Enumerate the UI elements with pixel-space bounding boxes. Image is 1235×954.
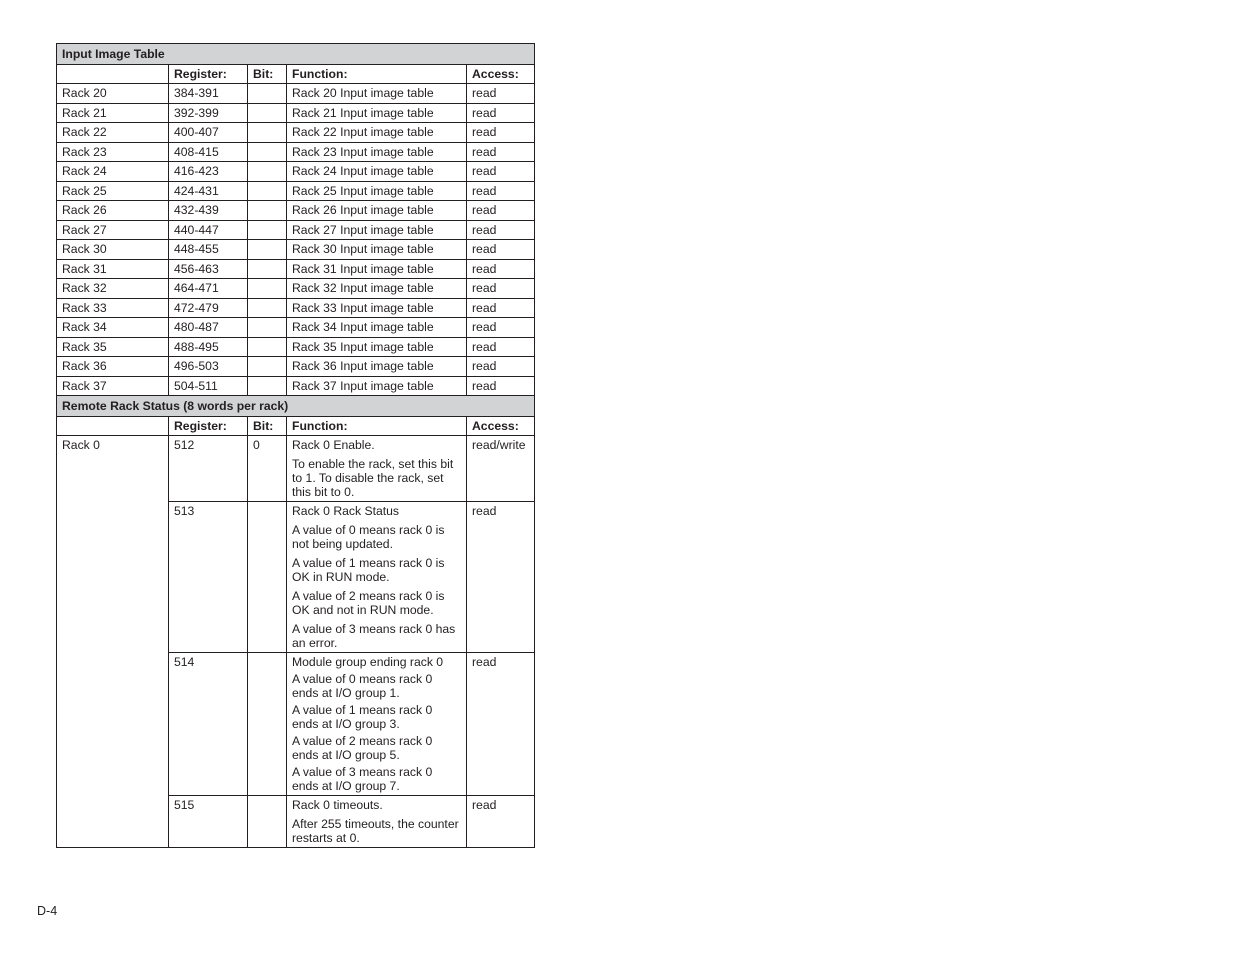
function-cell: Rack 23 Input image table (287, 142, 467, 162)
rack-cell: Rack 0 (57, 436, 169, 848)
column-header-rack (57, 417, 169, 436)
register-cell: 480-487 (169, 318, 248, 338)
register-cell: 504-511 (169, 376, 248, 396)
table-row (57, 123, 535, 143)
bit-cell (248, 653, 287, 796)
access-cell: read (467, 84, 535, 104)
rack-cell: Rack 21 (57, 103, 169, 123)
register-cell: 514 (169, 653, 248, 796)
access-cell: read (467, 220, 535, 240)
input-image-table-title: Input Image Table (57, 44, 535, 65)
rack-cell: Rack 30 (57, 240, 169, 260)
table-row (57, 84, 535, 104)
function-text: A value of 1 means rack 0 is OK in RUN mode. (292, 556, 445, 584)
column-header-register: Register: (169, 65, 248, 84)
rack-cell: Rack 23 (57, 142, 169, 162)
column-header-access: Access: (467, 417, 535, 436)
access-cell: read (467, 337, 535, 357)
function-text: To enable the rack, set this bit to 1. To disable the rack, set this bit to 0. (292, 457, 454, 499)
function-cell (287, 653, 467, 796)
function-text: Rack 0 timeouts. (292, 798, 383, 812)
function-text: A value of 0 means rack 0 ends at I/O group 1. (292, 672, 433, 700)
register-cell: 464-471 (169, 279, 248, 299)
register-cell: 408-415 (169, 142, 248, 162)
access-cell: read (467, 201, 535, 221)
bit-cell (248, 220, 287, 240)
function-text: After 255 timeouts, the counter restarts at 0. (292, 817, 459, 845)
remote-rack-status-section (57, 396, 535, 436)
rack-cell: Rack 33 (57, 298, 169, 318)
function-cell: Rack 31 Input image table (287, 259, 467, 279)
access-cell: read (467, 181, 535, 201)
register-map-table (56, 43, 535, 848)
function-text: Rack 0 Enable. (292, 438, 375, 452)
bit-cell (248, 181, 287, 201)
function-text: A value of 3 means rack 0 has an error. (292, 622, 456, 650)
function-cell: Rack 32 Input image table (287, 279, 467, 299)
table-row (57, 436, 535, 502)
table-row (57, 103, 535, 123)
table-row (57, 181, 535, 201)
column-header-bit: Bit: (248, 65, 287, 84)
section-header-row (57, 396, 535, 417)
column-header-row (57, 417, 535, 436)
function-cell: Rack 36 Input image table (287, 357, 467, 377)
access-cell: read (467, 162, 535, 182)
bit-cell (248, 796, 287, 848)
column-header-function: Function: (287, 65, 467, 84)
column-header-access: Access: (467, 65, 535, 84)
rack-cell: Rack 31 (57, 259, 169, 279)
access-cell: read (467, 318, 535, 338)
bit-cell (248, 279, 287, 299)
access-cell: read (467, 103, 535, 123)
bit-cell (248, 103, 287, 123)
register-cell: 416-423 (169, 162, 248, 182)
function-text: Rack 0 Rack Status (292, 504, 400, 518)
register-cell: 488-495 (169, 337, 248, 357)
table-row (57, 298, 535, 318)
bit-cell (248, 123, 287, 143)
column-header-function: Function: (287, 417, 467, 436)
function-text: A value of 0 means rack 0 is not being updated. (292, 523, 445, 551)
access-cell: read (467, 298, 535, 318)
function-text: A value of 2 means rack 0 ends at I/O group 5. (292, 734, 433, 762)
function-text: A value of 2 means rack 0 is OK and not in RUN mode. (292, 589, 445, 617)
function-cell: Rack 34 Input image table (287, 318, 467, 338)
access-cell: read (467, 142, 535, 162)
access-cell: read (467, 653, 535, 796)
table-row (57, 220, 535, 240)
column-header-register: Register: (169, 417, 248, 436)
function-text: A value of 1 means rack 0 ends at I/O group 3. (292, 703, 433, 731)
register-cell: 384-391 (169, 84, 248, 104)
function-cell: Rack 21 Input image table (287, 103, 467, 123)
bit-cell (248, 240, 287, 260)
rack-cell: Rack 36 (57, 357, 169, 377)
register-cell: 515 (169, 796, 248, 848)
register-cell: 392-399 (169, 103, 248, 123)
register-cell: 432-439 (169, 201, 248, 221)
bit-cell (248, 318, 287, 338)
column-header-bit: Bit: (248, 417, 287, 436)
section-header-row (57, 44, 535, 65)
function-text: Module group ending rack 0 (292, 655, 444, 669)
table-row (57, 376, 535, 396)
bit-cell (248, 201, 287, 221)
page-number: D-4 (37, 904, 58, 918)
function-cell (287, 436, 467, 502)
bit-cell (248, 298, 287, 318)
register-cell: 496-503 (169, 357, 248, 377)
function-cell: Rack 35 Input image table (287, 337, 467, 357)
register-cell: 472-479 (169, 298, 248, 318)
access-cell: read (467, 376, 535, 396)
table-row (57, 337, 535, 357)
register-cell: 513 (169, 502, 248, 653)
rack-cell: Rack 34 (57, 318, 169, 338)
access-cell: read (467, 240, 535, 260)
register-cell: 440-447 (169, 220, 248, 240)
table-row (57, 279, 535, 299)
bit-cell (248, 142, 287, 162)
access-cell: read (467, 502, 535, 653)
function-cell: Rack 30 Input image table (287, 240, 467, 260)
rack-cell: Rack 24 (57, 162, 169, 182)
table-row (57, 162, 535, 182)
rack-cell: Rack 20 (57, 84, 169, 104)
bit-cell: 0 (248, 436, 287, 502)
rack-cell: Rack 37 (57, 376, 169, 396)
column-header-row (57, 65, 535, 84)
column-header-rack (57, 65, 169, 84)
function-cell: Rack 33 Input image table (287, 298, 467, 318)
remote-rack-status-title: Remote Rack Status (8 words per rack) (57, 396, 535, 417)
bit-cell (248, 259, 287, 279)
access-cell: read (467, 123, 535, 143)
bit-cell (248, 337, 287, 357)
access-cell: read (467, 259, 535, 279)
access-cell: read (467, 279, 535, 299)
table-row (57, 201, 535, 221)
rack-cell: Rack 32 (57, 279, 169, 299)
function-cell: Rack 27 Input image table (287, 220, 467, 240)
register-cell: 456-463 (169, 259, 248, 279)
table-row (57, 318, 535, 338)
bit-cell (248, 376, 287, 396)
function-cell: Rack 22 Input image table (287, 123, 467, 143)
bit-cell (248, 357, 287, 377)
function-cell: Rack 24 Input image table (287, 162, 467, 182)
rack-cell: Rack 22 (57, 123, 169, 143)
function-cell: Rack 20 Input image table (287, 84, 467, 104)
bit-cell (248, 502, 287, 653)
function-cell: Rack 26 Input image table (287, 201, 467, 221)
access-cell: read/write (467, 436, 535, 502)
input-image-table-section (57, 44, 535, 396)
table-row (57, 259, 535, 279)
remote-rack-status-rows (57, 436, 535, 848)
table-row (57, 357, 535, 377)
rack-cell: Rack 35 (57, 337, 169, 357)
function-cell: Rack 37 Input image table (287, 376, 467, 396)
function-cell (287, 796, 467, 848)
function-cell: Rack 25 Input image table (287, 181, 467, 201)
register-cell: 400-407 (169, 123, 248, 143)
rack-cell: Rack 25 (57, 181, 169, 201)
function-text: A value of 3 means rack 0 ends at I/O group 7. (292, 765, 433, 793)
access-cell: read (467, 357, 535, 377)
function-cell (287, 502, 467, 653)
table-row (57, 142, 535, 162)
register-cell: 424-431 (169, 181, 248, 201)
table-row (57, 240, 535, 260)
bit-cell (248, 162, 287, 182)
rack-cell: Rack 27 (57, 220, 169, 240)
rack-cell: Rack 26 (57, 201, 169, 221)
access-cell: read (467, 796, 535, 848)
register-cell: 448-455 (169, 240, 248, 260)
bit-cell (248, 84, 287, 104)
register-cell: 512 (169, 436, 248, 502)
